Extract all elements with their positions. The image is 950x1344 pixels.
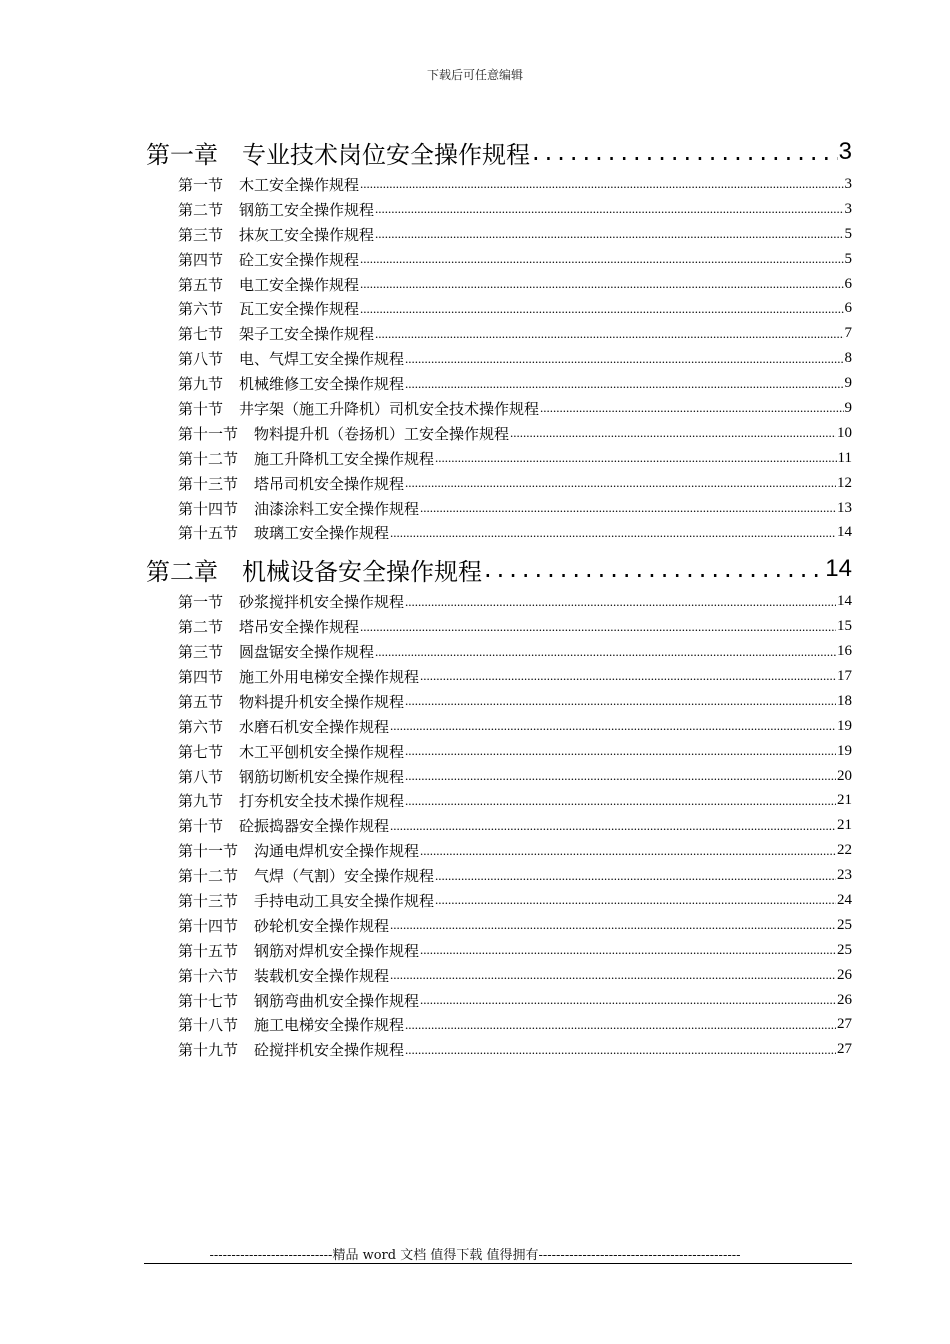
toc-leader-dots bbox=[405, 693, 836, 709]
toc-entry-title: 砂浆搅拌机安全操作规程 bbox=[239, 593, 405, 612]
toc-page-number: 6 bbox=[844, 275, 852, 292]
toc-entry-number: 第三节 bbox=[178, 225, 224, 244]
toc-entry-number: 第八节 bbox=[178, 767, 224, 786]
toc-leader-dots bbox=[375, 644, 836, 660]
toc-entry-number: 第十一节 bbox=[178, 842, 239, 861]
header-note: 下载后可任意编辑 bbox=[426, 68, 523, 82]
toc-section-entry[interactable] bbox=[146, 888, 852, 913]
toc-entry-title: 沟通电焊机安全操作规程 bbox=[254, 842, 420, 861]
toc-entry-title: 电、气焊工安全操作规程 bbox=[239, 350, 405, 369]
toc-page-number: 20 bbox=[837, 767, 852, 784]
toc-section-entry[interactable] bbox=[146, 446, 852, 471]
toc-entry-number: 第九节 bbox=[178, 375, 224, 394]
toc-section-entry[interactable] bbox=[146, 471, 852, 496]
toc-entry-title: 瓦工安全操作规程 bbox=[239, 300, 360, 319]
toc-section-entry[interactable] bbox=[146, 838, 852, 863]
toc-entry-title: 物料提升机安全操作规程 bbox=[239, 692, 405, 711]
toc-section-entry[interactable] bbox=[146, 222, 852, 247]
toc-section-entry[interactable] bbox=[146, 913, 852, 938]
toc-entry-number: 第六节 bbox=[178, 717, 224, 736]
toc-entry-title: 抹灰工安全操作规程 bbox=[239, 225, 375, 244]
toc-leader-dots bbox=[405, 793, 836, 809]
toc-section-entry[interactable] bbox=[146, 1013, 852, 1038]
toc-section-entry[interactable] bbox=[146, 714, 852, 739]
toc-leader-dots bbox=[510, 425, 836, 441]
toc-entry-number: 第十节 bbox=[178, 817, 224, 836]
toc-section-entry[interactable] bbox=[146, 863, 852, 888]
toc-leader-dots bbox=[375, 326, 843, 342]
toc-entry-title: 油漆涂料工安全操作规程 bbox=[254, 499, 420, 518]
toc-entry-number: 第二章 bbox=[146, 557, 218, 586]
toc-page-number: 16 bbox=[837, 643, 852, 660]
toc-leader-dots bbox=[420, 843, 836, 859]
toc-section-entry[interactable] bbox=[146, 421, 852, 446]
toc-entry-number: 第四节 bbox=[178, 250, 224, 269]
toc-entry-number: 第十七节 bbox=[178, 991, 239, 1010]
toc-entry-number: 第一章 bbox=[146, 140, 218, 169]
toc-leader-dots bbox=[405, 1042, 836, 1058]
toc-leader-dots bbox=[484, 555, 824, 583]
toc-section-entry[interactable] bbox=[146, 371, 852, 396]
toc-entry-title: 手持电动工具安全操作规程 bbox=[254, 891, 435, 910]
toc-entry-title: 砼搅拌机安全操作规程 bbox=[254, 1041, 405, 1060]
toc-page-number: 9 bbox=[844, 399, 852, 416]
toc-page-number: 8 bbox=[844, 350, 852, 367]
toc-leader-dots bbox=[390, 917, 836, 933]
toc-page-number: 25 bbox=[837, 916, 852, 933]
toc-entry-number: 第七节 bbox=[178, 325, 224, 344]
toc-page-number: 19 bbox=[837, 742, 852, 759]
toc-entry-number: 第十五节 bbox=[178, 524, 239, 543]
toc-page-number: 26 bbox=[837, 966, 852, 983]
toc-leader-dots bbox=[540, 400, 843, 416]
toc-entry-number: 第十九节 bbox=[178, 1041, 239, 1060]
toc-leader-dots bbox=[390, 818, 836, 834]
toc-entry-number: 第十四节 bbox=[178, 499, 239, 518]
toc-section-entry[interactable] bbox=[146, 938, 852, 963]
toc-leader-dots bbox=[360, 301, 843, 317]
toc-page-number: 23 bbox=[837, 867, 852, 884]
toc-section-entry[interactable] bbox=[146, 520, 852, 545]
toc-leader-dots bbox=[405, 475, 836, 491]
toc-page-number: 13 bbox=[837, 499, 852, 516]
toc-entry-number: 第十六节 bbox=[178, 966, 239, 985]
toc-leader-dots bbox=[405, 594, 836, 610]
toc-page-number: 22 bbox=[837, 842, 852, 859]
toc-entry-title: 水磨石机安全操作规程 bbox=[239, 717, 390, 736]
toc-entry-number: 第十节 bbox=[178, 399, 224, 418]
toc-leader-dots bbox=[375, 201, 843, 217]
toc-page-number: 17 bbox=[837, 667, 852, 684]
toc-entry-number: 第一节 bbox=[178, 175, 224, 194]
toc-page-number: 7 bbox=[844, 325, 852, 342]
toc-leader-dots bbox=[405, 351, 843, 367]
toc-entry-title: 圆盘锯安全操作规程 bbox=[239, 643, 375, 662]
toc-entry-title: 钢筋工安全操作规程 bbox=[239, 200, 375, 219]
toc-section-entry[interactable] bbox=[146, 764, 852, 789]
toc-section-entry[interactable] bbox=[146, 813, 852, 838]
toc-entry-title: 机械设备安全操作规程 bbox=[242, 557, 482, 586]
toc-page-number: 25 bbox=[837, 941, 852, 958]
toc-section-entry[interactable] bbox=[146, 788, 852, 813]
toc-leader-dots bbox=[435, 450, 837, 466]
toc-section-entry[interactable] bbox=[146, 988, 852, 1013]
toc-entry-title: 机械维修工安全操作规程 bbox=[239, 375, 405, 394]
toc-entry-title: 砼振捣器安全操作规程 bbox=[239, 817, 390, 836]
footer-divider bbox=[144, 1263, 852, 1264]
toc-entry-title: 气焊（气割）安全操作规程 bbox=[254, 867, 435, 886]
toc-entry-number: 第一节 bbox=[178, 593, 224, 612]
toc-page-number: 5 bbox=[844, 225, 852, 242]
toc-leader-dots bbox=[390, 967, 836, 983]
toc-section-entry[interactable] bbox=[146, 963, 852, 988]
toc-page-number: 14 bbox=[837, 593, 852, 610]
toc-leader-dots bbox=[390, 718, 836, 734]
toc-section-entry[interactable] bbox=[146, 1037, 852, 1062]
toc-entry-title: 施工外用电梯安全操作规程 bbox=[239, 667, 420, 686]
toc-leader-dots bbox=[390, 525, 836, 541]
toc-entry-number: 第七节 bbox=[178, 742, 224, 761]
toc-page-number: 3 bbox=[844, 200, 852, 217]
toc-entry-title: 塔吊司机安全操作规程 bbox=[254, 474, 405, 493]
toc-page-number: 10 bbox=[837, 424, 852, 441]
toc-entry-number: 第十三节 bbox=[178, 474, 239, 493]
toc-entry-number: 第十四节 bbox=[178, 916, 239, 935]
toc-page-number: 27 bbox=[837, 1016, 852, 1033]
toc-entry-title: 物料提升机（卷扬机）工安全操作规程 bbox=[254, 424, 510, 443]
table-of-contents bbox=[146, 132, 852, 1062]
toc-page-number: 5 bbox=[844, 250, 852, 267]
toc-leader-dots bbox=[360, 276, 843, 292]
toc-leader-dots bbox=[405, 768, 836, 784]
toc-entry-title: 钢筋对焊机安全操作规程 bbox=[254, 941, 420, 960]
toc-entry-number: 第十一节 bbox=[178, 424, 239, 443]
toc-leader-dots bbox=[435, 892, 836, 908]
toc-section-entry[interactable] bbox=[146, 664, 852, 689]
toc-leader-dots bbox=[360, 176, 843, 192]
toc-page-number: 11 bbox=[837, 449, 852, 466]
toc-entry-title: 装载机安全操作规程 bbox=[254, 966, 390, 985]
toc-page-number: 14 bbox=[825, 555, 852, 583]
toc-section-entry[interactable] bbox=[146, 296, 852, 321]
toc-entry-number: 第六节 bbox=[178, 300, 224, 319]
toc-entry-number: 第十三节 bbox=[178, 891, 239, 910]
footer-text: ----------------------------精品 word 文档 值得下载 值得拥有---------------------------------------------- bbox=[209, 1248, 741, 1263]
toc-entry-title: 砂轮机安全操作规程 bbox=[254, 916, 390, 935]
toc-leader-dots bbox=[405, 743, 836, 759]
toc-entry-title: 钢筋切断机安全操作规程 bbox=[239, 767, 405, 786]
toc-page-number: 18 bbox=[837, 692, 852, 709]
toc-section-entry[interactable] bbox=[146, 396, 852, 421]
toc-section-entry[interactable] bbox=[146, 614, 852, 639]
toc-section-entry[interactable] bbox=[146, 247, 852, 272]
toc-section-entry[interactable] bbox=[146, 739, 852, 764]
toc-page-number: 15 bbox=[837, 618, 852, 635]
toc-entry-number: 第八节 bbox=[178, 350, 224, 369]
toc-entry-number: 第五节 bbox=[178, 275, 224, 294]
toc-entry-title: 施工电梯安全操作规程 bbox=[254, 1016, 405, 1035]
toc-leader-dots bbox=[360, 251, 843, 267]
toc-chapter-entry[interactable] bbox=[146, 132, 852, 172]
toc-entry-number: 第二节 bbox=[178, 200, 224, 219]
toc-page-number: 24 bbox=[837, 891, 852, 908]
toc-entry-title: 施工升降机工安全操作规程 bbox=[254, 449, 435, 468]
toc-leader-dots bbox=[420, 942, 836, 958]
toc-leader-dots bbox=[405, 1017, 836, 1033]
toc-page-number: 21 bbox=[837, 792, 852, 809]
toc-page-number: 6 bbox=[844, 300, 852, 317]
toc-entry-title: 砼工安全操作规程 bbox=[239, 250, 360, 269]
toc-section-entry[interactable] bbox=[146, 639, 852, 664]
toc-entry-number: 第三节 bbox=[178, 643, 224, 662]
toc-entry-number: 第十五节 bbox=[178, 941, 239, 960]
toc-entry-number: 第二节 bbox=[178, 618, 224, 637]
toc-page-number: 27 bbox=[837, 1041, 852, 1058]
toc-entry-number: 第九节 bbox=[178, 792, 224, 811]
toc-page-number: 21 bbox=[837, 817, 852, 834]
toc-entry-number: 第四节 bbox=[178, 667, 224, 686]
toc-chapter-entry[interactable] bbox=[146, 549, 852, 589]
toc-leader-dots bbox=[435, 868, 836, 884]
toc-entry-title: 架子工安全操作规程 bbox=[239, 325, 375, 344]
toc-leader-dots bbox=[405, 376, 843, 392]
toc-page-number: 3 bbox=[838, 138, 852, 165]
toc-page-number: 19 bbox=[837, 717, 852, 734]
toc-section-entry[interactable] bbox=[146, 321, 852, 346]
toc-leader-dots bbox=[532, 138, 838, 166]
toc-section-entry[interactable] bbox=[146, 589, 852, 614]
toc-page-number: 3 bbox=[844, 175, 852, 192]
toc-section-entry[interactable] bbox=[146, 197, 852, 222]
toc-section-entry[interactable] bbox=[146, 496, 852, 521]
toc-entry-title: 木工安全操作规程 bbox=[239, 175, 360, 194]
toc-entry-number: 第十二节 bbox=[178, 449, 239, 468]
toc-page-number: 12 bbox=[837, 474, 852, 491]
toc-section-entry[interactable] bbox=[146, 272, 852, 297]
toc-page-number: 14 bbox=[837, 524, 852, 541]
toc-entry-title: 打夯机安全技术操作规程 bbox=[239, 792, 405, 811]
toc-page-number: 9 bbox=[844, 375, 852, 392]
toc-entry-title: 电工安全操作规程 bbox=[239, 275, 360, 294]
toc-entry-number: 第十二节 bbox=[178, 867, 239, 886]
toc-entry-title: 专业技术岗位安全操作规程 bbox=[242, 140, 530, 169]
toc-entry-title: 钢筋弯曲机安全操作规程 bbox=[254, 991, 420, 1010]
toc-section-entry[interactable] bbox=[146, 172, 852, 197]
toc-entry-number: 第五节 bbox=[178, 692, 224, 711]
toc-leader-dots bbox=[360, 619, 836, 635]
toc-entry-title: 塔吊安全操作规程 bbox=[239, 618, 360, 637]
toc-entry-title: 井字架（施工升降机）司机安全技术操作规程 bbox=[239, 399, 540, 418]
toc-leader-dots bbox=[420, 500, 836, 516]
toc-entry-title: 木工平刨机安全操作规程 bbox=[239, 742, 405, 761]
toc-section-entry[interactable] bbox=[146, 346, 852, 371]
toc-leader-dots bbox=[375, 226, 843, 242]
toc-section-entry[interactable] bbox=[146, 689, 852, 714]
toc-leader-dots bbox=[420, 992, 836, 1008]
toc-entry-title: 玻璃工安全操作规程 bbox=[254, 524, 390, 543]
toc-page-number: 26 bbox=[837, 991, 852, 1008]
toc-leader-dots bbox=[420, 668, 836, 684]
toc-entry-number: 第十八节 bbox=[178, 1016, 239, 1035]
